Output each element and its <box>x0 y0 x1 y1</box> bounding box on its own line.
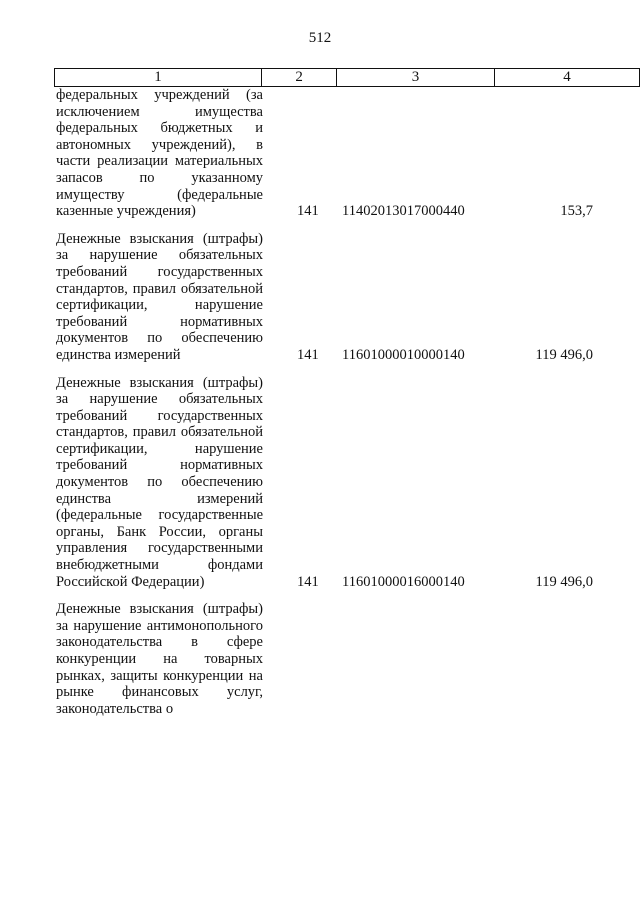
row-description: федеральных учреждений (за исключением имущества федеральных бюджетных и автономных учреждений), в части реализации материальных запасов по указанному имуществу (федеральные казенные учреждения) <box>56 87 263 220</box>
table-body <box>54 87 640 728</box>
row-budget-code: 11402013017000440 <box>342 203 465 220</box>
header-col-3: 3 <box>337 69 495 87</box>
row-description: Денежные взыскания (штрафы) за нарушение обязательных требований государственных стандартов, правил обязательной сертификации, нарушение требований нормативных документов по обеспечению единства измерений <box>56 230 263 363</box>
table-header <box>54 68 640 87</box>
row-description: Денежные взыскания (штрафы) за нарушение антимонопольного законодательства в сфере конкуренции на товарных рынках, защиты конкуренции на рынке финансовых услуг, законодательства о <box>56 601 263 717</box>
row-admin-code: 141 <box>297 203 319 220</box>
row-admin-code: 141 <box>297 573 319 590</box>
table-row <box>54 375 640 591</box>
row-amount: 119 496,0 <box>535 573 593 590</box>
table-row <box>54 87 640 220</box>
header-row <box>55 69 640 87</box>
table-row <box>54 231 640 364</box>
row-admin-code: 141 <box>297 346 319 363</box>
header-col-1: 1 <box>55 69 262 87</box>
row-description: Денежные взыскания (штрафы) за нарушение обязательных требований государственных стандартов, правил обязательной сертификации, нарушение требований нормативных документов по обеспечению единства измерений (федеральные государственные органы, Банк России, органы управления государственными внебюджетными фондами Российской Федерации) <box>56 374 263 590</box>
header-col-2: 2 <box>262 69 337 87</box>
row-budget-code: 11601000016000140 <box>342 573 465 590</box>
row-amount: 119 496,0 <box>535 346 593 363</box>
table-row <box>54 601 640 717</box>
header-col-4: 4 <box>494 69 639 87</box>
page-number: 512 <box>308 30 332 46</box>
row-amount: 153,7 <box>560 203 593 220</box>
row-budget-code: 11601000010000140 <box>342 346 465 363</box>
